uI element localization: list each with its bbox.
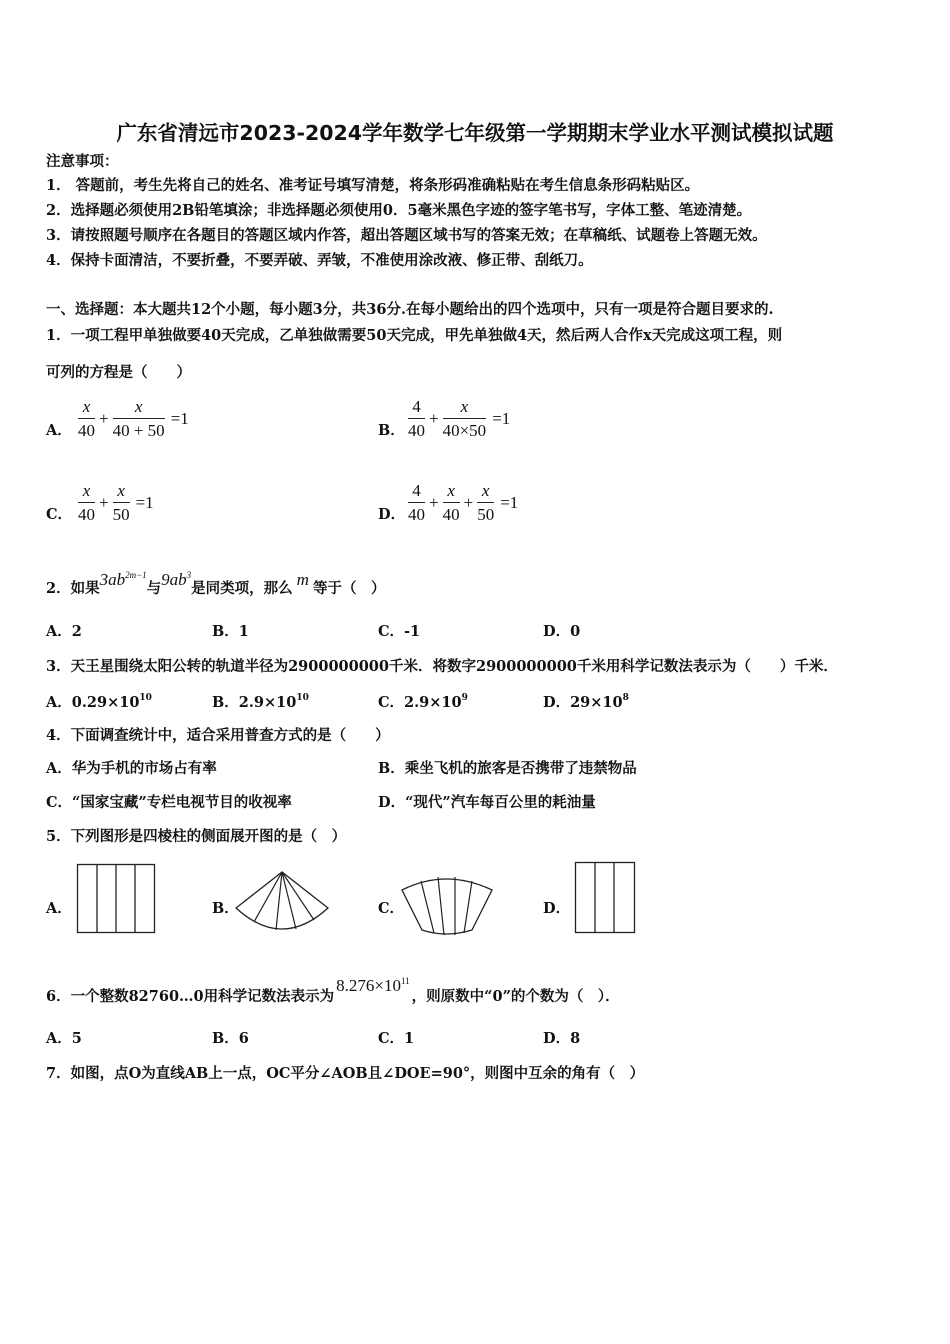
- q5-figure-c[interactable]: [400, 872, 494, 936]
- q4-option-b[interactable]: B．乘坐飞机的旅客是否携带了违禁物品: [378, 760, 637, 777]
- q6-option-a[interactable]: A．5: [46, 1030, 82, 1047]
- question-2-stem: 2．如果$3ab^{2m-1}$与$9ab^3$是同类项，那么 m 等于（ ）: [46, 570, 386, 597]
- q4-option-a[interactable]: A．华为手机的市场占有率: [46, 760, 217, 777]
- q5-figure-b[interactable]: [234, 870, 330, 938]
- q3-option-c[interactable]: C．$2.9\times 10^9$: [378, 693, 468, 711]
- q5-figure-a[interactable]: [77, 864, 157, 934]
- q2-option-c[interactable]: C．-1: [378, 623, 421, 640]
- q6-option-b[interactable]: B．6: [212, 1030, 249, 1047]
- q1-option-c-formula[interactable]: $\frac{x}{40}$ + $\frac{x}{50}$ =1: [78, 481, 154, 524]
- q5-option-b-label[interactable]: B．: [212, 900, 239, 917]
- q5-option-a-label[interactable]: A．: [46, 900, 72, 917]
- notes-item: 2．选择题必须使用2B铅笔填涂；非选择题必须使用0．5毫米黑色字迹的签字笔书写，字体工整、笔迹清楚。: [46, 202, 752, 219]
- notes-heading: 注意事项：: [46, 153, 119, 170]
- q3-option-b[interactable]: B．$2.9\times 10^{10}$: [212, 693, 309, 711]
- q2-option-b[interactable]: B．1: [212, 623, 249, 640]
- q2-option-d[interactable]: D．0: [543, 623, 581, 640]
- notes-item: 3．请按照题号顺序在各题目的答题区域内作答，超出答题区域书写的答案无效；在草稿纸、试题卷上答题无效。: [46, 227, 767, 244]
- page-title: 广东省清远市2023-2024学年数学七年级第一学期期末学业水平测试模拟试题: [116, 121, 834, 145]
- question-1-stem: 1．一项工程甲单独做要40天完成，乙单独做需要50天完成，甲先单独做4天，然后两人合作x天完成这项工程，则: [46, 327, 783, 344]
- question-6-stem: 6．一个整数82760…0用科学记数法表示为$8.276\times 10^{11}$，则原数中“0”的个数为（ ）．: [46, 976, 620, 1005]
- question-3-stem: 3．天王星围绕太阳公转的轨道半径为2900000000千米．将数字2900000000千米用科学记数法表示为（ ）千米．: [46, 658, 838, 675]
- q3-option-a[interactable]: A．$0.29\times 10^{10}$: [46, 693, 152, 711]
- q2-option-a[interactable]: A．2: [46, 623, 82, 640]
- question-5-stem: 5．下列图形是四棱柱的侧面展开图的是（ ）: [46, 828, 347, 845]
- question-7-stem: 7．如图，点O为直线AB上一点，OC平分∠AOB且∠DOE=90°，则图中互余的角有（ ）: [46, 1065, 645, 1082]
- q1-option-d-label[interactable]: D．: [378, 506, 406, 523]
- section-heading: 一、选择题：本大题共12个小题，每小题3分，共36分.在每小题给出的四个选项中，只有一项是符合题目要求的.: [46, 301, 774, 318]
- q1-option-a-label[interactable]: A．: [46, 422, 72, 439]
- q3-option-d[interactable]: D．$29\times 10^8$: [543, 693, 629, 711]
- q4-option-d[interactable]: D．“现代”汽车每百公里的耗油量: [378, 794, 596, 811]
- q6-option-c[interactable]: C．1: [378, 1030, 415, 1047]
- q1-option-b-label[interactable]: B．: [378, 422, 405, 439]
- q6-option-d[interactable]: D．8: [543, 1030, 581, 1047]
- question-1-stem-cont: 可列的方程是（ ）: [46, 364, 191, 381]
- q5-option-d-label[interactable]: D．: [543, 900, 571, 917]
- notes-item: 4．保持卡面清洁，不要折叠，不要弄破、弄皱，不准使用涂改液、修正带、刮纸刀。: [46, 252, 593, 269]
- q1-option-d-formula[interactable]: $\frac{4}{40}$ + $\frac{x}{40}$ + $\frac{x}{50}$ =1: [408, 481, 519, 524]
- q1-option-c-label[interactable]: C．: [46, 506, 73, 523]
- q1-option-b-formula[interactable]: $\frac{4}{40}$ + $\frac{x}{40\times 50}$ =1: [408, 397, 511, 440]
- notes-item: 1． 答题前，考生先将自己的姓名、准考证号填写清楚，将条形码准确粘贴在考生信息条形码粘贴区。: [46, 177, 700, 194]
- q1-option-a-formula[interactable]: $\frac{x}{40}$ + $\frac{x}{40 + 50}$ =1: [78, 397, 189, 440]
- q5-figure-d[interactable]: [575, 862, 637, 934]
- question-4-stem: 4．下面调查统计中，适合采用普查方式的是（ ）: [46, 727, 390, 744]
- q4-option-c[interactable]: C．“国家宝藏”专栏电视节目的收视率: [46, 794, 292, 811]
- q5-option-c-label[interactable]: C．: [378, 900, 405, 917]
